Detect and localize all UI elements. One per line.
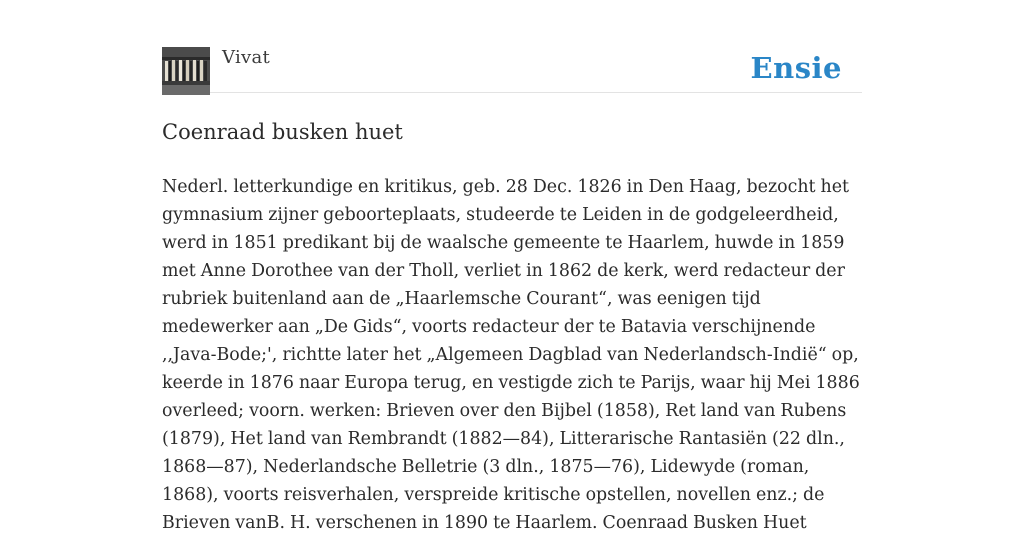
source-name[interactable]: Vivat <box>222 47 271 68</box>
header <box>162 0 862 93</box>
article-title: Coenraad busken huet <box>162 120 403 144</box>
brand-logo[interactable]: Ensie <box>750 51 842 85</box>
article-container <box>162 0 862 537</box>
bookshelf-avatar-icon[interactable] <box>162 47 210 95</box>
article-body: Nederl. letterkundige en kritikus, geb. 28 Dec. 1826 in Den Haag, bezocht het gymnasium zijner geboorteplaats, studeerde te Leiden in de godgeleerdheid, werd in 1851 predikant bij de waalsche gemeente te Haarlem, huwde in 1859 met Anne Dorothee van der Tholl, verliet in 1862 de kerk, werd redacteur der rubriek buitenland aan de „Haarlemsche Courant“, was eenigen tijd medewerker aan „De Gids“, voorts redacteur der te Batavia verschijnende ,,Java-Bode;', richtte later het „Algemeen Dagblad van Nederlandsch-Indië“ op, keerde in 1876 naar Europa terug, en vestigde zich te Parijs, waar hij Mei 1886 overleed; voorn. werken: Brieven over den Bijbel (1858), Ret land van Rubens (1879), Het land van Rembrandt (1882—84), Litterarische Rantasiën (22 dln., 1868—87), Nederlandsche Belletrie (3 dln., 1875—76), Lidewyde (roman, 1868), voorts reisverhalen, verspreide kritische opstellen, novellen enz.; de Brieven vanB. H. verschenen in 1890 te Haarlem. Coenraad Busken Huet <box>162 177 860 533</box>
